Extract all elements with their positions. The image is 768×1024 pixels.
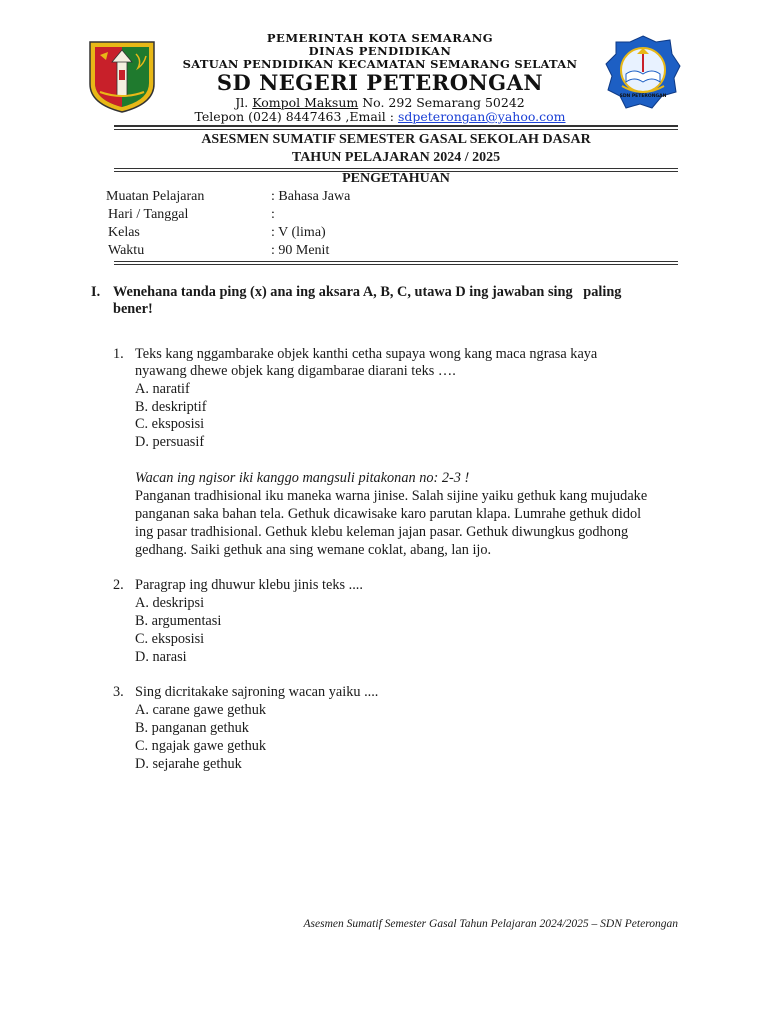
- section-instruction-line-1: Wenehana tanda ping (x) ana ing aksara A, B, C, utawa D ing jawaban sing paling: [113, 284, 622, 300]
- exam-year: TAHUN PELAJARAN 2024 / 2025: [291, 150, 501, 165]
- option-d[interactable]: D. sejarahe gethuk: [135, 756, 242, 772]
- section-number: I.: [91, 284, 101, 300]
- school-name: SD NEGERI PETERONGAN: [216, 70, 544, 95]
- question-text-line-1: Teks kang nggambarake objek kanthi cetha supaya wong kang maca ngrasa kaya: [135, 346, 598, 362]
- email-link[interactable]: sdpeterongan@yahoo.com: [397, 109, 566, 124]
- reading-line-3: ing pasar tradhisional. Gethuk klebu keleman jajan pasar. Gethuk diwungkus godhong: [135, 524, 629, 540]
- reading-line-1: Panganan tradhisional iku maneka warna jinise. Salah sijine yaiku gethuk kang mujudake: [135, 488, 648, 504]
- title-divider-1: [114, 168, 678, 169]
- option-d[interactable]: D. narasi: [135, 649, 187, 665]
- letterhead-divider-thin: [114, 129, 678, 130]
- exam-category: PENGETAHUAN: [342, 171, 450, 186]
- exam-title: ASESMEN SUMATIF SEMESTER GASAL SEKOLAH DASAR: [201, 132, 591, 147]
- question-text-line-1: Paragrap ing dhuwur klebu jinis teks ....: [135, 577, 363, 593]
- meta-label-subject: Muatan Pelajaran: [106, 189, 205, 204]
- option-b[interactable]: B. panganan gethuk: [135, 720, 249, 736]
- section-instruction-line-2: bener!: [113, 301, 153, 317]
- school-logo-caption: SDN PETERONGAN: [619, 94, 667, 99]
- meta-value-time: : 90 Menit: [271, 243, 330, 258]
- option-d[interactable]: D. persuasif: [135, 434, 205, 450]
- meta-divider-2: [114, 264, 678, 265]
- school-logo-icon: [604, 34, 682, 112]
- letterhead-line-2: DINAS PENDIDIKAN: [308, 44, 452, 58]
- option-a[interactable]: A. naratif: [135, 381, 190, 397]
- address-rest: No. 292 Semarang 50242: [358, 95, 525, 110]
- letterhead-divider-thick: [114, 125, 678, 127]
- meta-value-date: :: [271, 207, 275, 222]
- option-a[interactable]: A. deskripsi: [135, 595, 205, 611]
- question-number: 2.: [113, 577, 124, 593]
- option-a[interactable]: A. carane gawe gethuk: [135, 702, 266, 718]
- meta-label-time: Waktu: [108, 243, 145, 258]
- meta-label-class: Kelas: [108, 225, 140, 240]
- option-c[interactable]: C. eksposisi: [135, 416, 205, 432]
- meta-label-date: Hari / Tanggal: [108, 207, 189, 222]
- option-c[interactable]: C. eksposisi: [135, 631, 205, 647]
- meta-divider-1: [114, 261, 678, 262]
- reading-intro: Wacan ing ngisor iki kanggo mangsuli pitakonan no: 2-3 !: [135, 470, 470, 486]
- question-text-line-1: Sing dicritakake sajroning wacan yaiku ....: [135, 684, 379, 700]
- question-number: 3.: [113, 684, 124, 700]
- address-prefix: Jl.: [235, 95, 253, 110]
- option-b[interactable]: B. deskriptif: [135, 399, 207, 415]
- reading-line-2: panganan saka bahan tela. Gethuk dicawisake karo parutan klapa. Lumrahe gethuk didol: [135, 506, 642, 522]
- letterhead-line-3: SATUAN PENDIDIKAN KECAMATAN SEMARANG SELATAN: [182, 57, 578, 71]
- reading-line-4: gedhang. Saiki gethuk ana sing wemane coklat, abang, lan ijo.: [135, 542, 492, 558]
- question-number: 1.: [113, 346, 124, 362]
- question-text-line-2: nyawang dhewe objek kang digambarae diarani teks ….: [135, 363, 456, 379]
- page-footer: Asesmen Sumatif Semester Gasal Tahun Pelajaran 2024/2025 – SDN Peterongan: [303, 918, 678, 930]
- address-street: Kompol Maksum: [252, 95, 359, 110]
- meta-value-subject: : Bahasa Jawa: [271, 189, 351, 204]
- meta-value-class: : V (lima): [271, 225, 326, 240]
- letterhead-line-1: PEMERINTAH KOTA SEMARANG: [266, 31, 494, 45]
- option-b[interactable]: B. argumentasi: [135, 613, 222, 629]
- contact-prefix: Telepon (024) 8447463 ,Email :: [194, 109, 398, 124]
- option-c[interactable]: C. ngajak gawe gethuk: [135, 738, 267, 754]
